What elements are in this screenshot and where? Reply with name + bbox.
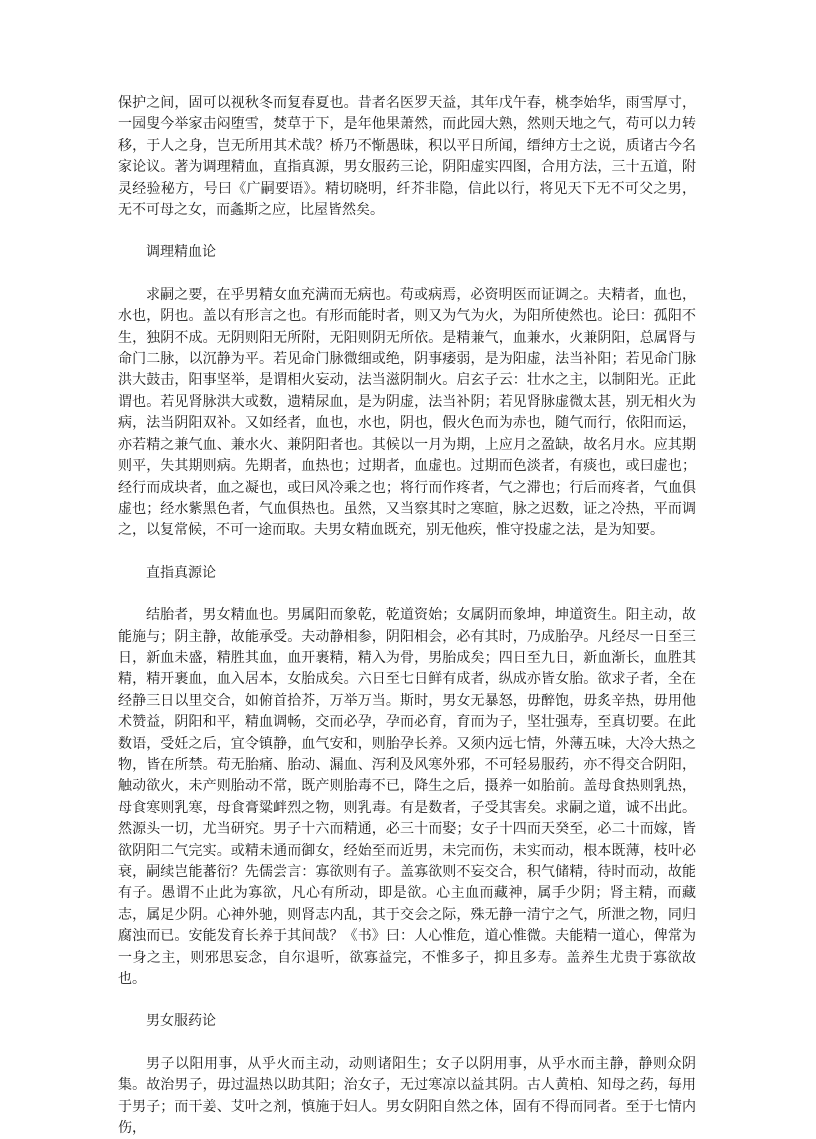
spacer <box>118 584 696 605</box>
heading-tiaoli-jingxue: 调理精血论 <box>146 244 216 261</box>
spacer <box>118 1033 696 1054</box>
paragraph-tiaoli-jingxue: 求嗣之要，在乎男精女血充满而无病也。苟或病焉，必资明医而证调之。夫精者，血也，水也，阴也。盖以有形言之也。有形而能时者，则又为气为火，为阳所使然也。论曰：孤阳不生，独阴不成。无阴则阳无所附，无阳则阴无所依。是精兼气，血兼水，火兼阴阳，总属肾与命门二脉，以沉静为平。若见命门脉微细或绝，阴事痿弱，是为阳虚，法当补阳；若见命门脉洪大鼓击，阳事坚举，是谓相火妄动，法当滋阴制火。启玄子云：壮水之主，以制阳光。正此谓也。若见肾脉洪大或数，遗精尿血，是为阴虚，法当补阴；若见肾脉虚微太甚，别无相火为病，法当阴阳双补。又如经者，血也，水也，阴也，假火色而为赤也，随气而行，依阳而运，亦若精之兼气血、兼水火、兼阴阳者也。其候以一月为期，上应月之盈缺，故名月水。应其期则平，失其期则病。先期者，血热也；过期者，血虚也。过期而色淡者，有痰也，或曰虚也；经行而成块者，血之凝也，或曰风冷乘之也；将行而作疼者，气之滞也；行后而疼者，气血俱虚也；经水紫黑色者，气血俱热也。虽然，又当察其时之寒暄，脉之迟数，证之冷热，平而调之，以复常候，不可一途而取。夫男女精血既充，别无他疾，惟守投虚之法，是为知要。 <box>118 286 696 539</box>
paragraph-nannv-fuyao: 男子以阳用事，从乎火而主动，动则诸阳生；女子以阴用事，从乎水而主静，静则众阴集。故治男子，毋过温热以助其阳；治女子，无过寒凉以益其阴。古人黄柏、知母之药，每用于男子；而干姜、艾叶之剂，慎施于妇人。男女阴阳自然之体，固有不得而同者。至于七情内伤， <box>118 1055 696 1137</box>
paragraph-intro-continued: 保护之间，固可以视秋冬而复春夏也。昔者名医罗天益，其年戊午春，桃李始华，雨雪厚寸，一园叟今举家击闷堕雪，焚草于下，是年他果萧然，而此园大熟，然则天地之气，苟可以力转移，于人之身，岂无所用其术哉？桥乃不惭愚昧，积以平日所闻，缙绅方士之说，质诸古今名家论议。著为调理精血，直指真源，男女服药三论，阴阳虚实四图，合用方法，三十五道，附灵经验秘方，号曰《广嗣要语》。精切晓明，纤芥非隐，信此以行，将见天下无不可父之男，无不可母之女，而螽斯之应，比屋皆然矣。 <box>118 95 696 219</box>
paragraph-zhizhi-zhenyuan: 结胎者，男女精血也。男属阳而象乾，乾道资始；女属阴而象坤，坤道资生。阳主动，故能施与；阴主静，故能承受。夫动静相参，阴阳相会，必有其时，乃成胎孕。凡经尽一日至三日，新血未盛，精胜其血，血开裹精，精入为骨，男胎成矣；四日至九日，新血渐长，血胜其精，精开裹血，血入居本，女胎成矣。六日至七日鲜有成者，纵成亦皆女胎。欲求子者，全在经静三日以里交合，如俯首拾芥，万举万当。斯时，男女无暴怒，毋醉饱，毋炙辛热，毋用他术赞益，阴阳和平，精血调畅，交而必孕，孕而必育，育而为子，坚壮强寿，至真切要。在此数语，受妊之后，宜令镇静，血气安和，则胎孕长养。又须内远七情，外薄五味，大冷大热之物，皆在所禁。苟无胎痛、胎动、漏血、泻利及风寒外邪，不可轻易服药，亦不得交合阴阳，触动欲火，未产则胎动不常，既产则胎毒不已，降生之后，摄养一如胎前。盖母食热则乳热，母食寒则乳寒，母食膏粱衅烈之物，则乳毒。有是数者，子受其害矣。求嗣之道，诚不出此。然源头一切，尤当研究。男子十六而精通，必三十而娶；女子十四而天癸至，必二十而嫁，皆欲阴阳二气完实。或精未通而御女，经始至而近男，未完而伤，未实而动，根本既薄，枝叶必衰，嗣续岂能蕃衍？先儒尝言：寡欲则有子。盖寡欲则不妄交合，积气储精，待时而动，故能有子。愚谓不止此为寡欲，凡心有所动，即是欲。心主血而藏神，属手少阴；肾主精，而藏志，属足少阴。心神外驰，则肾志内乱，其于交会之际，殊无静一清宁之气，所泄之物，同归腐浊而已。安能发育长养于其间哉？《书》曰：人心惟危，道心惟微。夫能精一道心，俾常为一身之主，则邪思妄念，自尔退听，欲寡益完，不惟多子，抑且多寿。盖养生尤贵于寡欲故也。 <box>118 607 696 988</box>
heading-zhizhi-zhenyuan: 直指真源论 <box>146 564 216 581</box>
heading-nannv-fuyao: 男女服药论 <box>146 1013 216 1030</box>
document-page <box>118 93 696 1139</box>
spacer <box>118 542 696 563</box>
spacer <box>118 990 696 1011</box>
spacer <box>118 221 696 242</box>
spacer <box>118 264 696 285</box>
